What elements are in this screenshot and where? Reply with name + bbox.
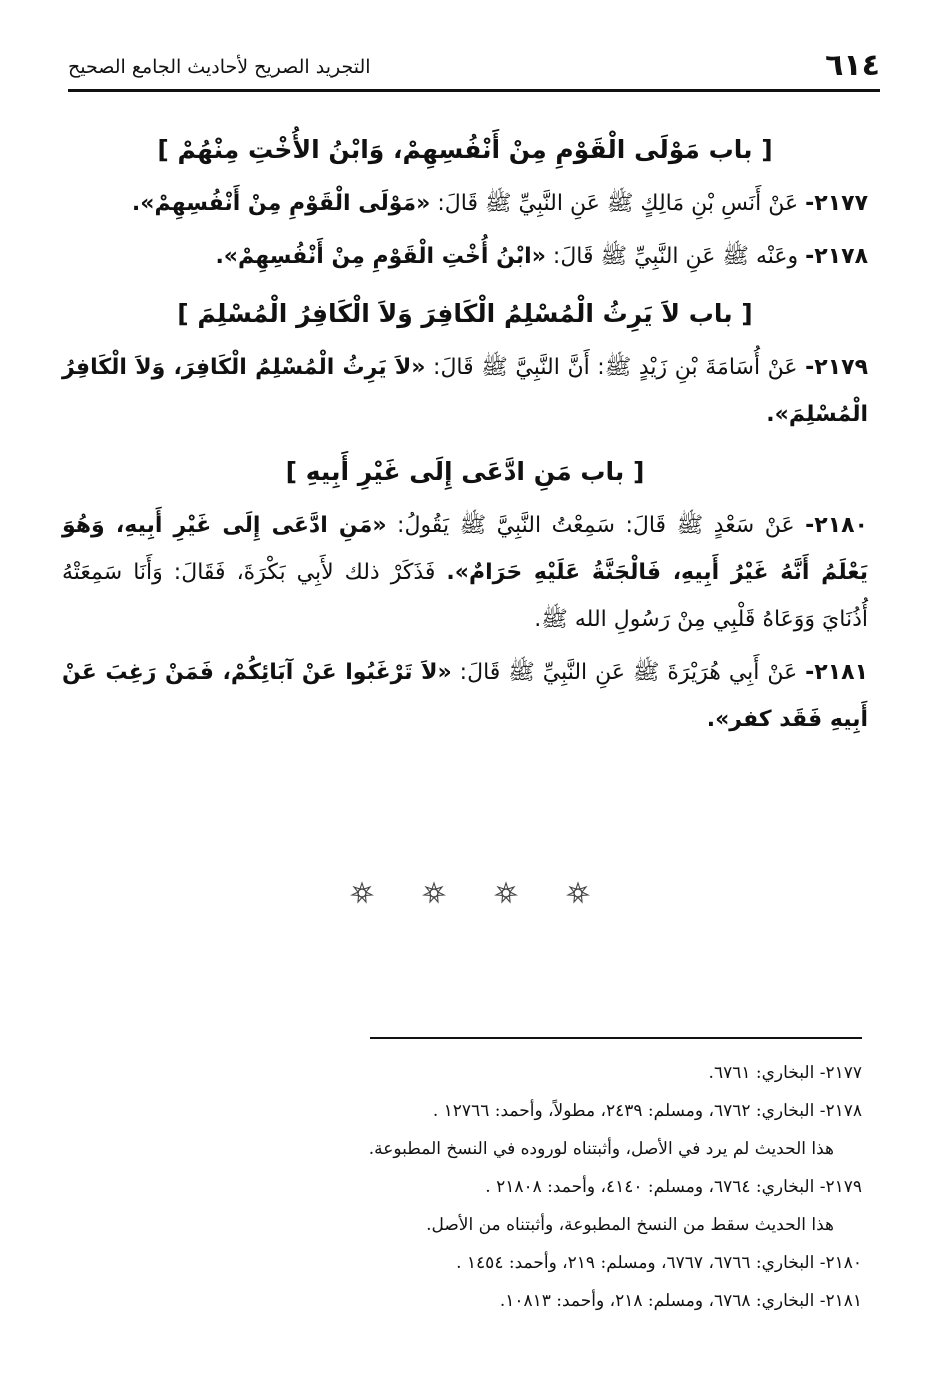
hadith-2181 [62,649,868,743]
footnote-2180: ٢١٨٠- البخاري: ٦٧٦٦، ٦٧٦٧، ومسلم: ٢١٩، وأحمد: ١٤٥٤ . [456,1253,862,1273]
hadith-number: ٢١٨١- [805,660,868,685]
footnote-2177: ٢١٧٧- البخاري: ٦٧٦١. [708,1063,862,1083]
hadith-isnad: وعَنْه ﷺ عَنِ النَّبِيِّ ﷺ قَالَ: [545,244,806,269]
footnote-2181: ٢١٨١- البخاري: ٦٧٦٨، ومسلم: ٢١٨، وأحمد: ١٠٨١٣. [499,1291,862,1311]
footnote-2179-note: هذا الحديث سقط من النسخ المطبوعة، وأثبتناه من الأصل. [426,1215,834,1235]
hadith-matn: «ابْنُ أُخْتِ الْقَوْمِ مِنْ أَنْفُسِهِمْ». [215,244,546,269]
hadith-isnad: عَنْ أَنَسِ بْنِ مَالِكٍ ﷺ عَنِ النَّبِيِّ ﷺ قَالَ: [430,191,806,216]
hadith-matn: «مَوْلَى الْقَوْمِ مِنْ أَنْفُسِهِمْ». [131,191,431,216]
page-number: ٦١٤ [825,48,880,83]
hadith-isnad: عَنْ أَبِي هُرَيْرَةَ ﷺ عَنِ النَّبِيِّ ﷺ قَالَ: [451,660,806,685]
hadith-2180 [62,502,868,643]
chapter-heading: [ باب مَنِ ادَّعَى إِلَى غَيْرِ أَبِيهِ ] [285,457,645,486]
hadith-number: ٢١٨٠- [805,513,868,538]
hadith-matn: «لاَ تَرْغَبُوا عَنْ آبَائِكُمْ، فَمَنْ رَغِبَ عَنْ أَبِيهِ فَقَد كفر». [62,660,868,732]
page-header [68,48,880,92]
hadith-number: ٢١٧٩- [805,355,868,380]
chapter-heading: [ باب لاَ يَرِثُ الْمُسْلِمُ الْكَافِرَ وَلاَ الْكَافِرُ الْمُسْلِمَ ] [177,299,753,328]
hadith-2177 [62,180,868,227]
flower-ornament-icon [566,881,590,905]
hadith-2179 [62,344,868,438]
footnote-2178-note: هذا الحديث لم يرد في الأصل، وأثبتناه لوروده في النسخ المطبوعة. [368,1139,834,1159]
hadith-number: ٢١٧٨- [805,244,868,269]
flower-ornament-icon [350,881,374,905]
main-text [62,126,868,749]
section-divider-ornaments [350,876,590,910]
footnote-2179: ٢١٧٩- البخاري: ٦٧٦٤، ومسلم: ٤١٤٠، وأحمد: ٢١٨٠٨ . [485,1177,862,1197]
hadith-isnad: عَنْ سَعْدٍ ﷺ قَالَ: سَمِعْتُ النَّبِيَّ ﷺ يَقُولُ: [386,513,806,538]
hadith-2178 [62,233,868,280]
footnote-2178: ٢١٧٨- البخاري: ٦٧٦٢، ومسلم: ٢٤٣٩، مطولاً، وأحمد: ١٢٧٦٦ . [432,1101,862,1121]
chapter-heading: [ باب مَوْلَى الْقَوْمِ مِنْ أَنْفُسِهِمْ، وَابْنُ الأُخْتِ مِنْهُمْ ] [157,135,773,164]
hadith-number: ٢١٧٧- [805,191,868,216]
flower-ornament-icon [422,881,446,905]
hadith-matn: «لاَ يَرِثُ الْمُسْلِمُ الْكَافِرَ، وَلاَ الْكَافِرُ الْمُسْلِمَ». [62,355,868,427]
flower-ornament-icon [494,881,518,905]
footnote-separator [370,1037,862,1039]
header-rule [68,89,880,92]
hadith-matn: «مَنِ ادَّعَى إِلَى غَيْرِ أَبِيهِ، وَهُوَ يَعْلَمُ أَنَّهُ غَيْرُ أَبِيهِ، فَالْجَنَّةُ عَلَيْهِ حَرَامٌ». [62,513,868,585]
hadith-isnad: عَنْ أُسَامَةَ بْنِ زَيْدٍ ﷺ: أَنَّ النَّبِيَّ ﷺ قَالَ: [425,355,806,380]
footnotes [330,1054,862,1320]
running-title: التجريد الصريح لأحاديث الجامع الصحيح [68,56,371,78]
hadith-commentary: فَذَكَرْ ذلك لأَبِي بَكْرَةَ، فَقَالَ: وَأَنَا سَمِعَتْهُ أُذُنَايَ وَوَعَاهُ قَلْبِي مِنْ رَسُولِ الله ﷺ. [62,560,868,632]
